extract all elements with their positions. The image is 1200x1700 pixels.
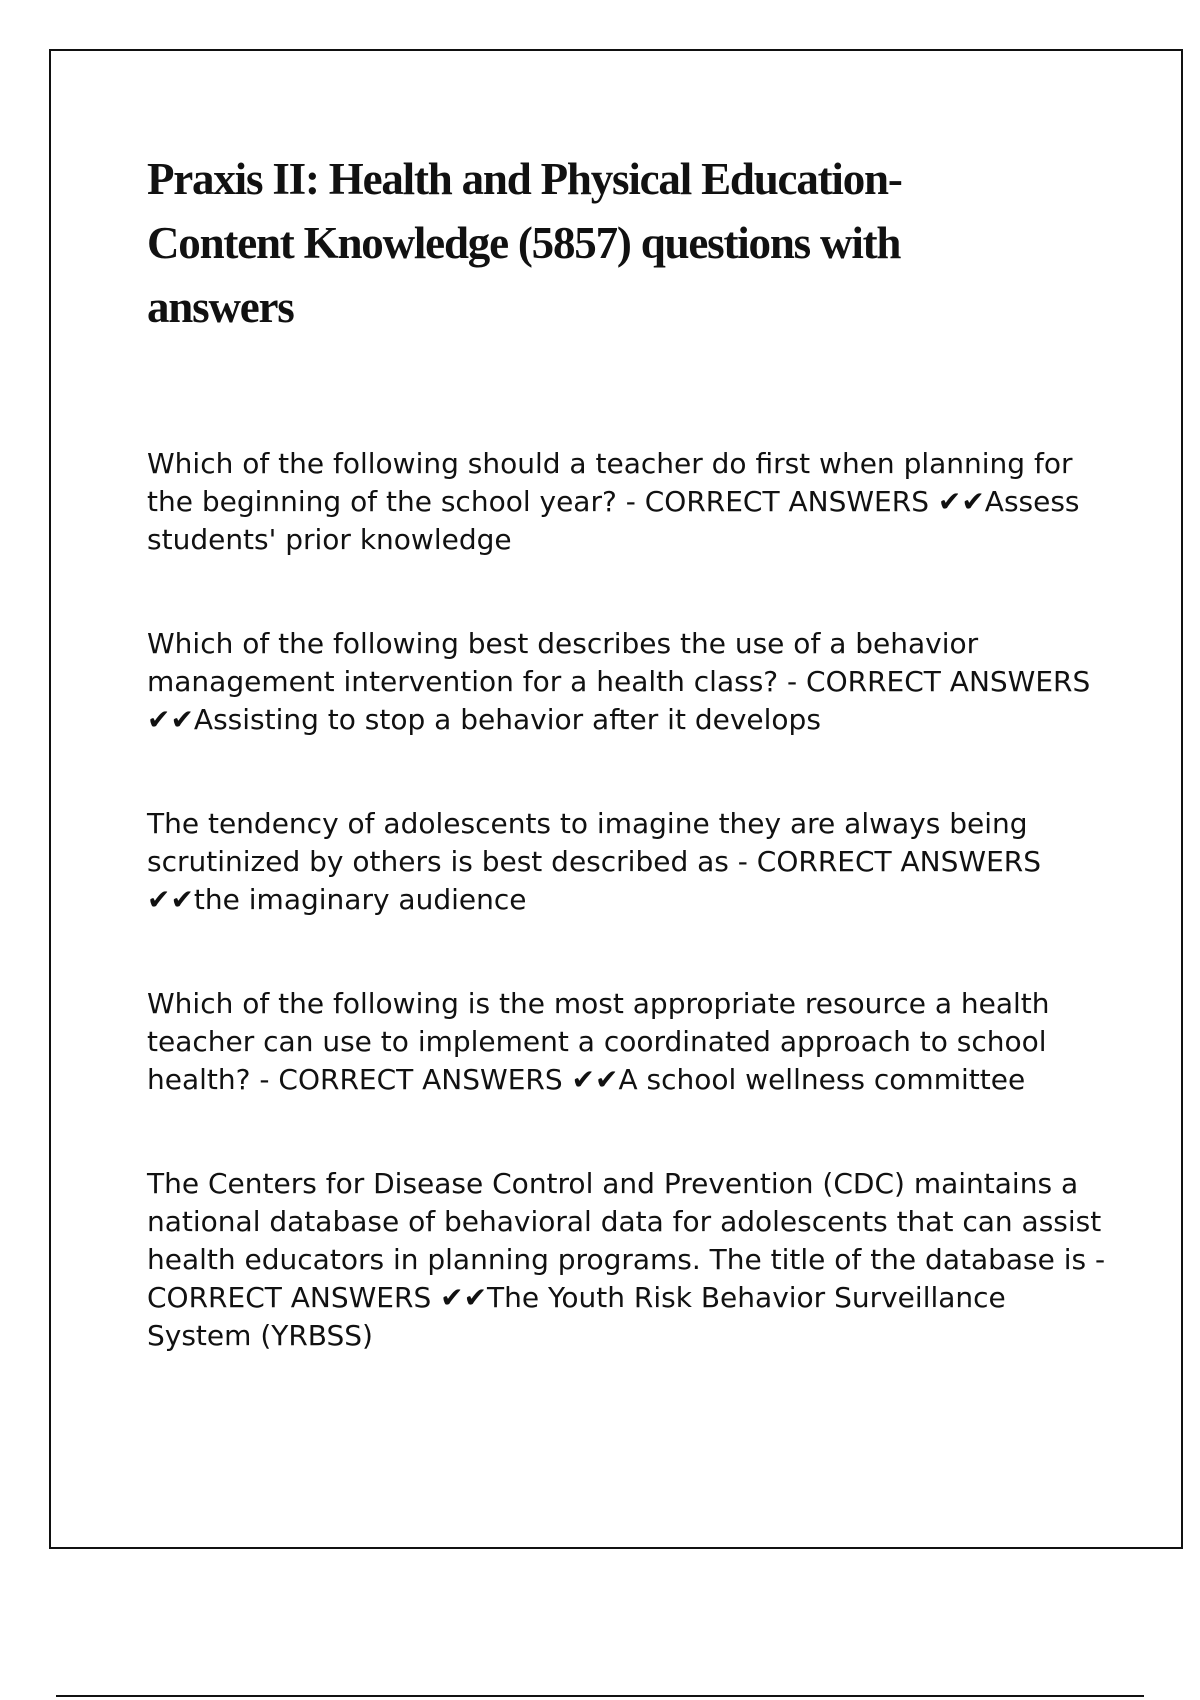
qa-item-1: Which of the following should a teacher do first when planning for the beginning of the school year? - CORRECT ANSWERS ✔✔Assess students' prior knowledge: [147, 447, 1080, 556]
footer-divider: [56, 1695, 1144, 1697]
qa-item-2: Which of the following best describes the use of a behavior management intervention for a health class? - CORRECT ANSWERS ✔✔Assisting to stop a behavior after it develops: [147, 627, 1091, 736]
qa-item-3: The tendency of adolescents to imagine they are always being scrutinized by others is best described as - CORRECT ANSWERS ✔✔the imaginary audience: [147, 807, 1042, 916]
qa-item-5: The Centers for Disease Control and Prevention (CDC) maintains a national database of behavioral data for adolescents that can assist health educators in planning programs. The title of the database is - CORRECT ANSWERS ✔✔The Youth Risk Behavior Surveillance System (YRBSS): [147, 1167, 1106, 1352]
qa-list: [147, 445, 1137, 1355]
document-title: Praxis II: Health and Physical Education- Content Knowledge (5857) questions with answers: [147, 154, 902, 332]
document-content: [147, 147, 1137, 1421]
qa-item-4: Which of the following is the most appropriate resource a health teacher can use to implement a coordinated approach to school health? - CORRECT ANSWERS ✔✔A school wellness committee: [147, 987, 1050, 1096]
page-frame: [49, 49, 1183, 1549]
